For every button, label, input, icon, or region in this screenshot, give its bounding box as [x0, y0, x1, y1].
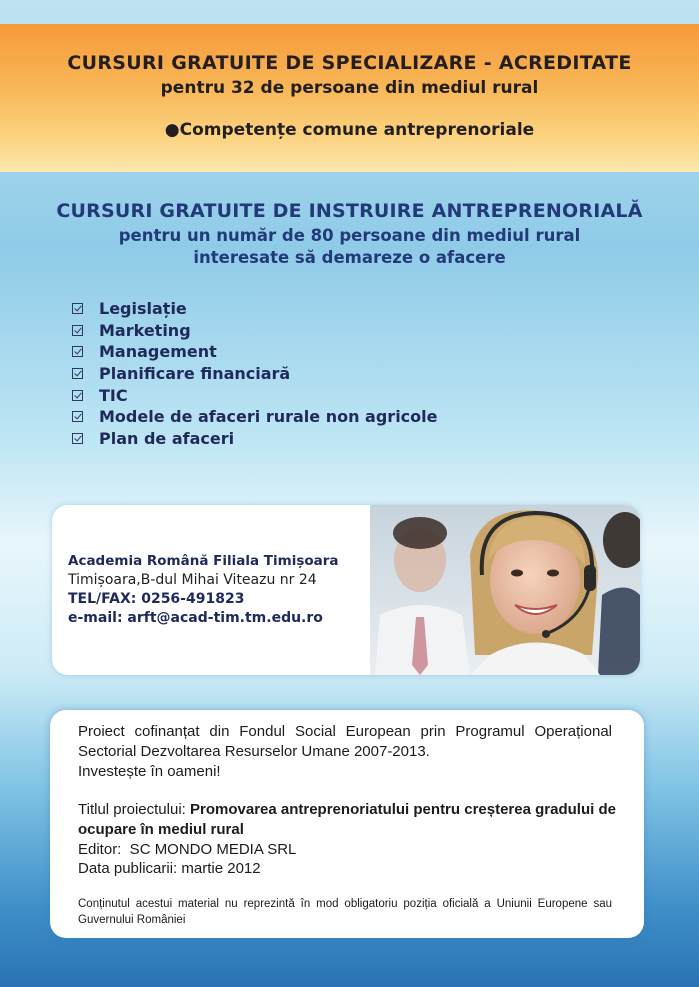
disclaimer: Conținutul acestui material nu reprezintă în mod obligatoriu poziția oficială a Uniunii Europene sau Guvernului României	[78, 898, 612, 926]
project-funding-text	[78, 722, 612, 782]
course-label: TIC	[99, 385, 128, 405]
project-funding: Proiect cofinanțat din Fondul Social European prin Programul Operațional Sectorial Dezvoltarea Resurselor Umane 2007-2013.	[78, 723, 612, 760]
list-item	[72, 298, 438, 320]
project-title-value: Promovarea antreprenoriatului pentru creșterea gradului de ocupare în mediul rural	[78, 801, 616, 838]
list-item	[72, 428, 438, 450]
course-label: Planificare financiară	[99, 364, 291, 384]
project-title-label: Titlul proiectului:	[78, 801, 186, 818]
course-label: Plan de afaceri	[99, 428, 235, 448]
checkbox-icon	[72, 346, 83, 357]
contact-address: Timișoara,B-dul Mihai Viteazu nr 24	[68, 572, 317, 588]
course-label: Modele de afaceri rurale non agricole	[99, 407, 438, 427]
publication-details	[78, 840, 296, 878]
training-title: CURSURI GRATUITE DE INSTRUIRE ANTREPRENORIALĂ	[56, 200, 643, 222]
call-center-photo	[370, 505, 640, 675]
list-item	[72, 341, 438, 363]
project-title	[78, 800, 618, 840]
course-label: Legislație	[99, 299, 187, 319]
course-label: Management	[99, 342, 217, 362]
checkbox-icon	[72, 390, 83, 401]
checkbox-icon	[72, 411, 83, 422]
checkbox-icon	[72, 368, 83, 379]
training-section	[0, 200, 699, 269]
header-title: CURSURI GRATUITE DE SPECIALIZARE - ACREDITATE	[67, 52, 632, 74]
checkbox-icon	[72, 303, 83, 314]
institution-name: Academia Română Filiala Timișoara	[68, 553, 339, 569]
publication-date: Data publicarii: martie 2012	[78, 860, 261, 877]
list-item	[72, 384, 438, 406]
course-list	[72, 298, 438, 449]
course-label: Marketing	[99, 320, 191, 340]
list-item	[72, 406, 438, 428]
list-item	[72, 363, 438, 385]
contact-phone: TEL/FAX: 0256-491823	[68, 591, 245, 607]
checkbox-icon	[72, 433, 83, 444]
checkbox-icon	[72, 325, 83, 336]
header-subtitle: pentru 32 de persoane din mediul rural	[160, 78, 539, 98]
contact-box	[52, 505, 640, 675]
header-bullet: ●Competențe comune antreprenoriale	[164, 120, 535, 140]
editor-line: Editor: SC MONDO MEDIA SRL	[78, 841, 297, 858]
list-item	[72, 320, 438, 342]
contact-details	[68, 553, 339, 626]
project-info-box	[50, 710, 644, 938]
training-line-1: pentru un număr de 80 persoane din mediul rural	[118, 226, 581, 245]
project-slogan: Investește în oameni!	[78, 763, 221, 780]
training-line-2: interesate să demareze o afacere	[193, 248, 506, 267]
contact-email[interactable]: e-mail: arft@acad-tim.tm.edu.ro	[68, 610, 323, 626]
header-band	[0, 24, 699, 172]
